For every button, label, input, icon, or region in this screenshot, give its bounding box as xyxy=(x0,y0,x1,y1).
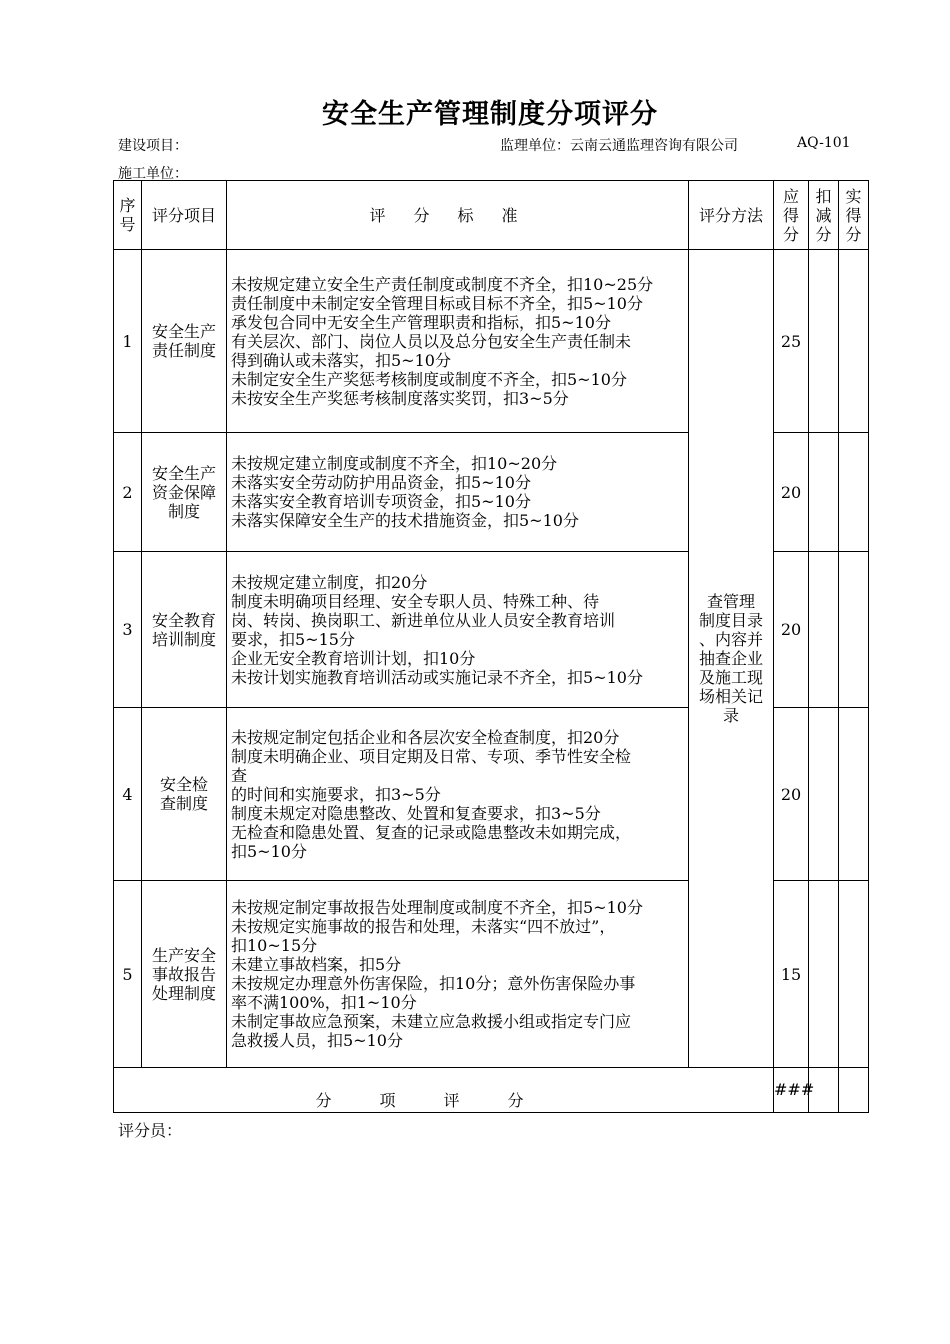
row-item-line: 安全教育 xyxy=(151,610,216,630)
row-deduct-cell[interactable] xyxy=(809,552,839,708)
row-actual-cell[interactable] xyxy=(839,433,869,552)
row-item xyxy=(142,552,227,708)
criteria-line: 率不满100%，扣1~10分 xyxy=(231,993,417,1012)
row-item-line: 处理制度 xyxy=(151,983,216,1003)
method-line: 场相关记 xyxy=(698,687,763,706)
row-deduct-cell[interactable] xyxy=(809,250,839,433)
criteria-line: 未制定安全生产奖惩考核制度或制度不齐全，扣5~10分 xyxy=(231,369,627,389)
header-method: 评分方法 xyxy=(689,181,774,250)
criteria-line: 责任制度中未制定安全管理目标或目标不齐全，扣5~10分 xyxy=(231,293,643,313)
criteria-line: 未落实安全劳动防护用品资金，扣5~10分 xyxy=(231,473,531,492)
header-seq xyxy=(114,181,142,250)
row-criteria xyxy=(227,433,689,552)
form-code: AQ-101 xyxy=(797,135,851,151)
row-item xyxy=(142,708,227,881)
criteria-line: 无检查和隐患处置、复查的记录或隐患整改未如期完成， xyxy=(231,822,632,842)
criteria-line: 未落实保障安全生产的技术措施资金，扣5~10分 xyxy=(231,511,579,530)
criteria-line: 未建立事故档案，扣5分 xyxy=(231,955,402,974)
row-deduct-cell[interactable] xyxy=(809,708,839,881)
row-item-line: 责任制度 xyxy=(151,341,216,360)
criteria-line: 的时间和实施要求，扣3~5分 xyxy=(231,784,441,804)
row-actual-cell[interactable] xyxy=(839,881,869,1068)
header-deduct-text: 扣 减 分 xyxy=(815,186,832,244)
header-item: 评分项目 xyxy=(142,181,227,250)
row-item-line: 安全生产 xyxy=(151,322,216,341)
row-item-line: 生产安全 xyxy=(151,945,216,965)
criteria-line: 岗、转岗、换岗职工、新进单位从业人员安全教育培训 xyxy=(231,610,616,630)
criteria-line: 未按规定实施事故的报告和处理，未落实“四不放过”， xyxy=(231,917,616,936)
row-should-score: 20 xyxy=(774,433,809,552)
row-seq: 2 xyxy=(114,433,142,552)
row-criteria xyxy=(227,881,689,1068)
criteria-line: 制度未明确项目经理、安全专职人员、特殊工种、待 xyxy=(231,591,600,611)
header-row xyxy=(114,181,869,250)
header-should-text: 应 得 分 xyxy=(782,186,799,244)
criteria-line: 承发包合同中无安全生产管理职责和指标，扣5~10分 xyxy=(231,312,611,332)
rater-label: 评分员： xyxy=(118,1121,183,1140)
summary-row xyxy=(114,1068,869,1113)
row-deduct-cell[interactable] xyxy=(809,433,839,552)
header-standard-text: 评分标准 xyxy=(369,205,546,225)
method-line: 、内容并 xyxy=(698,630,763,649)
row-item-line: 查制度 xyxy=(159,794,208,813)
method-line: 录 xyxy=(722,706,739,725)
summary-total: ### xyxy=(774,1068,809,1113)
criteria-line: 未按规定制定事故报告处理制度或制度不齐全，扣5~10分 xyxy=(231,898,643,917)
row-item-line: 制度 xyxy=(167,501,200,521)
row-item-line: 安全检 xyxy=(159,775,208,794)
method-line: 查管理 xyxy=(706,592,755,611)
row-item-line: 安全生产 xyxy=(151,463,216,483)
method-line: 制度目录 xyxy=(698,611,763,630)
row-seq: 3 xyxy=(114,552,142,708)
header-standard xyxy=(227,181,689,250)
row-actual-cell[interactable] xyxy=(839,250,869,433)
criteria-line: 未按规定制定包括企业和各层次安全检查制度，扣20分 xyxy=(231,727,620,747)
summary-actual-cell[interactable] xyxy=(839,1068,869,1113)
score-table xyxy=(113,180,869,1113)
criteria-line: 未落实安全教育培训专项资金，扣5~10分 xyxy=(231,492,531,511)
method-line: 及施工现 xyxy=(698,668,763,687)
row-item-line: 事故报告 xyxy=(151,964,216,984)
criteria-line: 查 xyxy=(231,765,248,785)
row-seq: 4 xyxy=(114,708,142,881)
header-actual-text: 实 得 分 xyxy=(845,186,862,244)
criteria-line: 未按规定建立制度或制度不齐全，扣10~20分 xyxy=(231,454,558,473)
row-should-score: 25 xyxy=(774,250,809,433)
row-seq: 5 xyxy=(114,881,142,1068)
criteria-line: 急救援人员，扣5~10分 xyxy=(231,1031,403,1050)
contractor-label: 施工单位： xyxy=(118,166,188,182)
row-actual-cell[interactable] xyxy=(839,552,869,708)
scoring-method xyxy=(689,250,774,1068)
criteria-line: 要求，扣5~15分 xyxy=(231,629,355,649)
row-criteria xyxy=(227,708,689,881)
row-deduct-cell[interactable] xyxy=(809,881,839,1068)
row-actual-cell[interactable] xyxy=(839,708,869,881)
row-item-line: 培训制度 xyxy=(151,629,216,649)
row-item xyxy=(142,250,227,433)
method-line: 抽查企业 xyxy=(698,649,763,668)
criteria-line: 制度未明确企业、项目定期及日常、专项、季节性安全检 xyxy=(231,746,632,766)
summary-label-cell xyxy=(114,1068,774,1113)
header-actual xyxy=(839,181,869,250)
criteria-line: 未按规定建立安全生产责任制度或制度不齐全，扣10~25分 xyxy=(231,274,654,294)
criteria-line: 扣5~10分 xyxy=(231,841,307,861)
criteria-line: 未按规定办理意外伤害保险，扣10分；意外伤害保险办事 xyxy=(231,974,636,993)
criteria-line: 企业无安全教育培训计划，扣10分 xyxy=(231,648,476,668)
table-row xyxy=(114,250,869,433)
row-item-line: 资金保障 xyxy=(151,482,216,502)
row-should-score: 15 xyxy=(774,881,809,1068)
header-seq-text: 序 号 xyxy=(119,196,136,234)
criteria-line: 有关层次、部门、岗位人员以及总分包安全生产责任制未 xyxy=(231,331,632,351)
criteria-line: 未按规定建立制度，扣20分 xyxy=(231,572,428,592)
summary-label: 分项评分 xyxy=(315,1091,572,1110)
header-deduct xyxy=(809,181,839,250)
criteria-line: 扣10~15分 xyxy=(231,936,318,955)
row-should-score: 20 xyxy=(774,708,809,881)
criteria-line: 未制定事故应急预案，未建立应急救援小组或指定专门应 xyxy=(231,1012,632,1031)
header-should xyxy=(774,181,809,250)
supervisor-label: 监理单位：云南云通监理咨询有限公司 xyxy=(500,138,738,154)
criteria-line: 得到确认或未落实，扣5~10分 xyxy=(231,350,451,370)
page-title: 安全生产管理制度分项评分 xyxy=(322,99,658,130)
row-item xyxy=(142,881,227,1068)
row-seq: 1 xyxy=(114,250,142,433)
criteria-line: 未按安全生产奖惩考核制度落实奖罚，扣3~5分 xyxy=(231,388,569,408)
criteria-line: 制度未规定对隐患整改、处置和复查要求，扣3~5分 xyxy=(231,803,601,823)
project-label: 建设项目： xyxy=(118,138,188,154)
criteria-line: 未按计划实施教育培训活动或实施记录不齐全，扣5~10分 xyxy=(231,667,643,687)
row-criteria xyxy=(227,552,689,708)
row-item xyxy=(142,433,227,552)
row-should-score: 20 xyxy=(774,552,809,708)
row-criteria xyxy=(227,250,689,433)
